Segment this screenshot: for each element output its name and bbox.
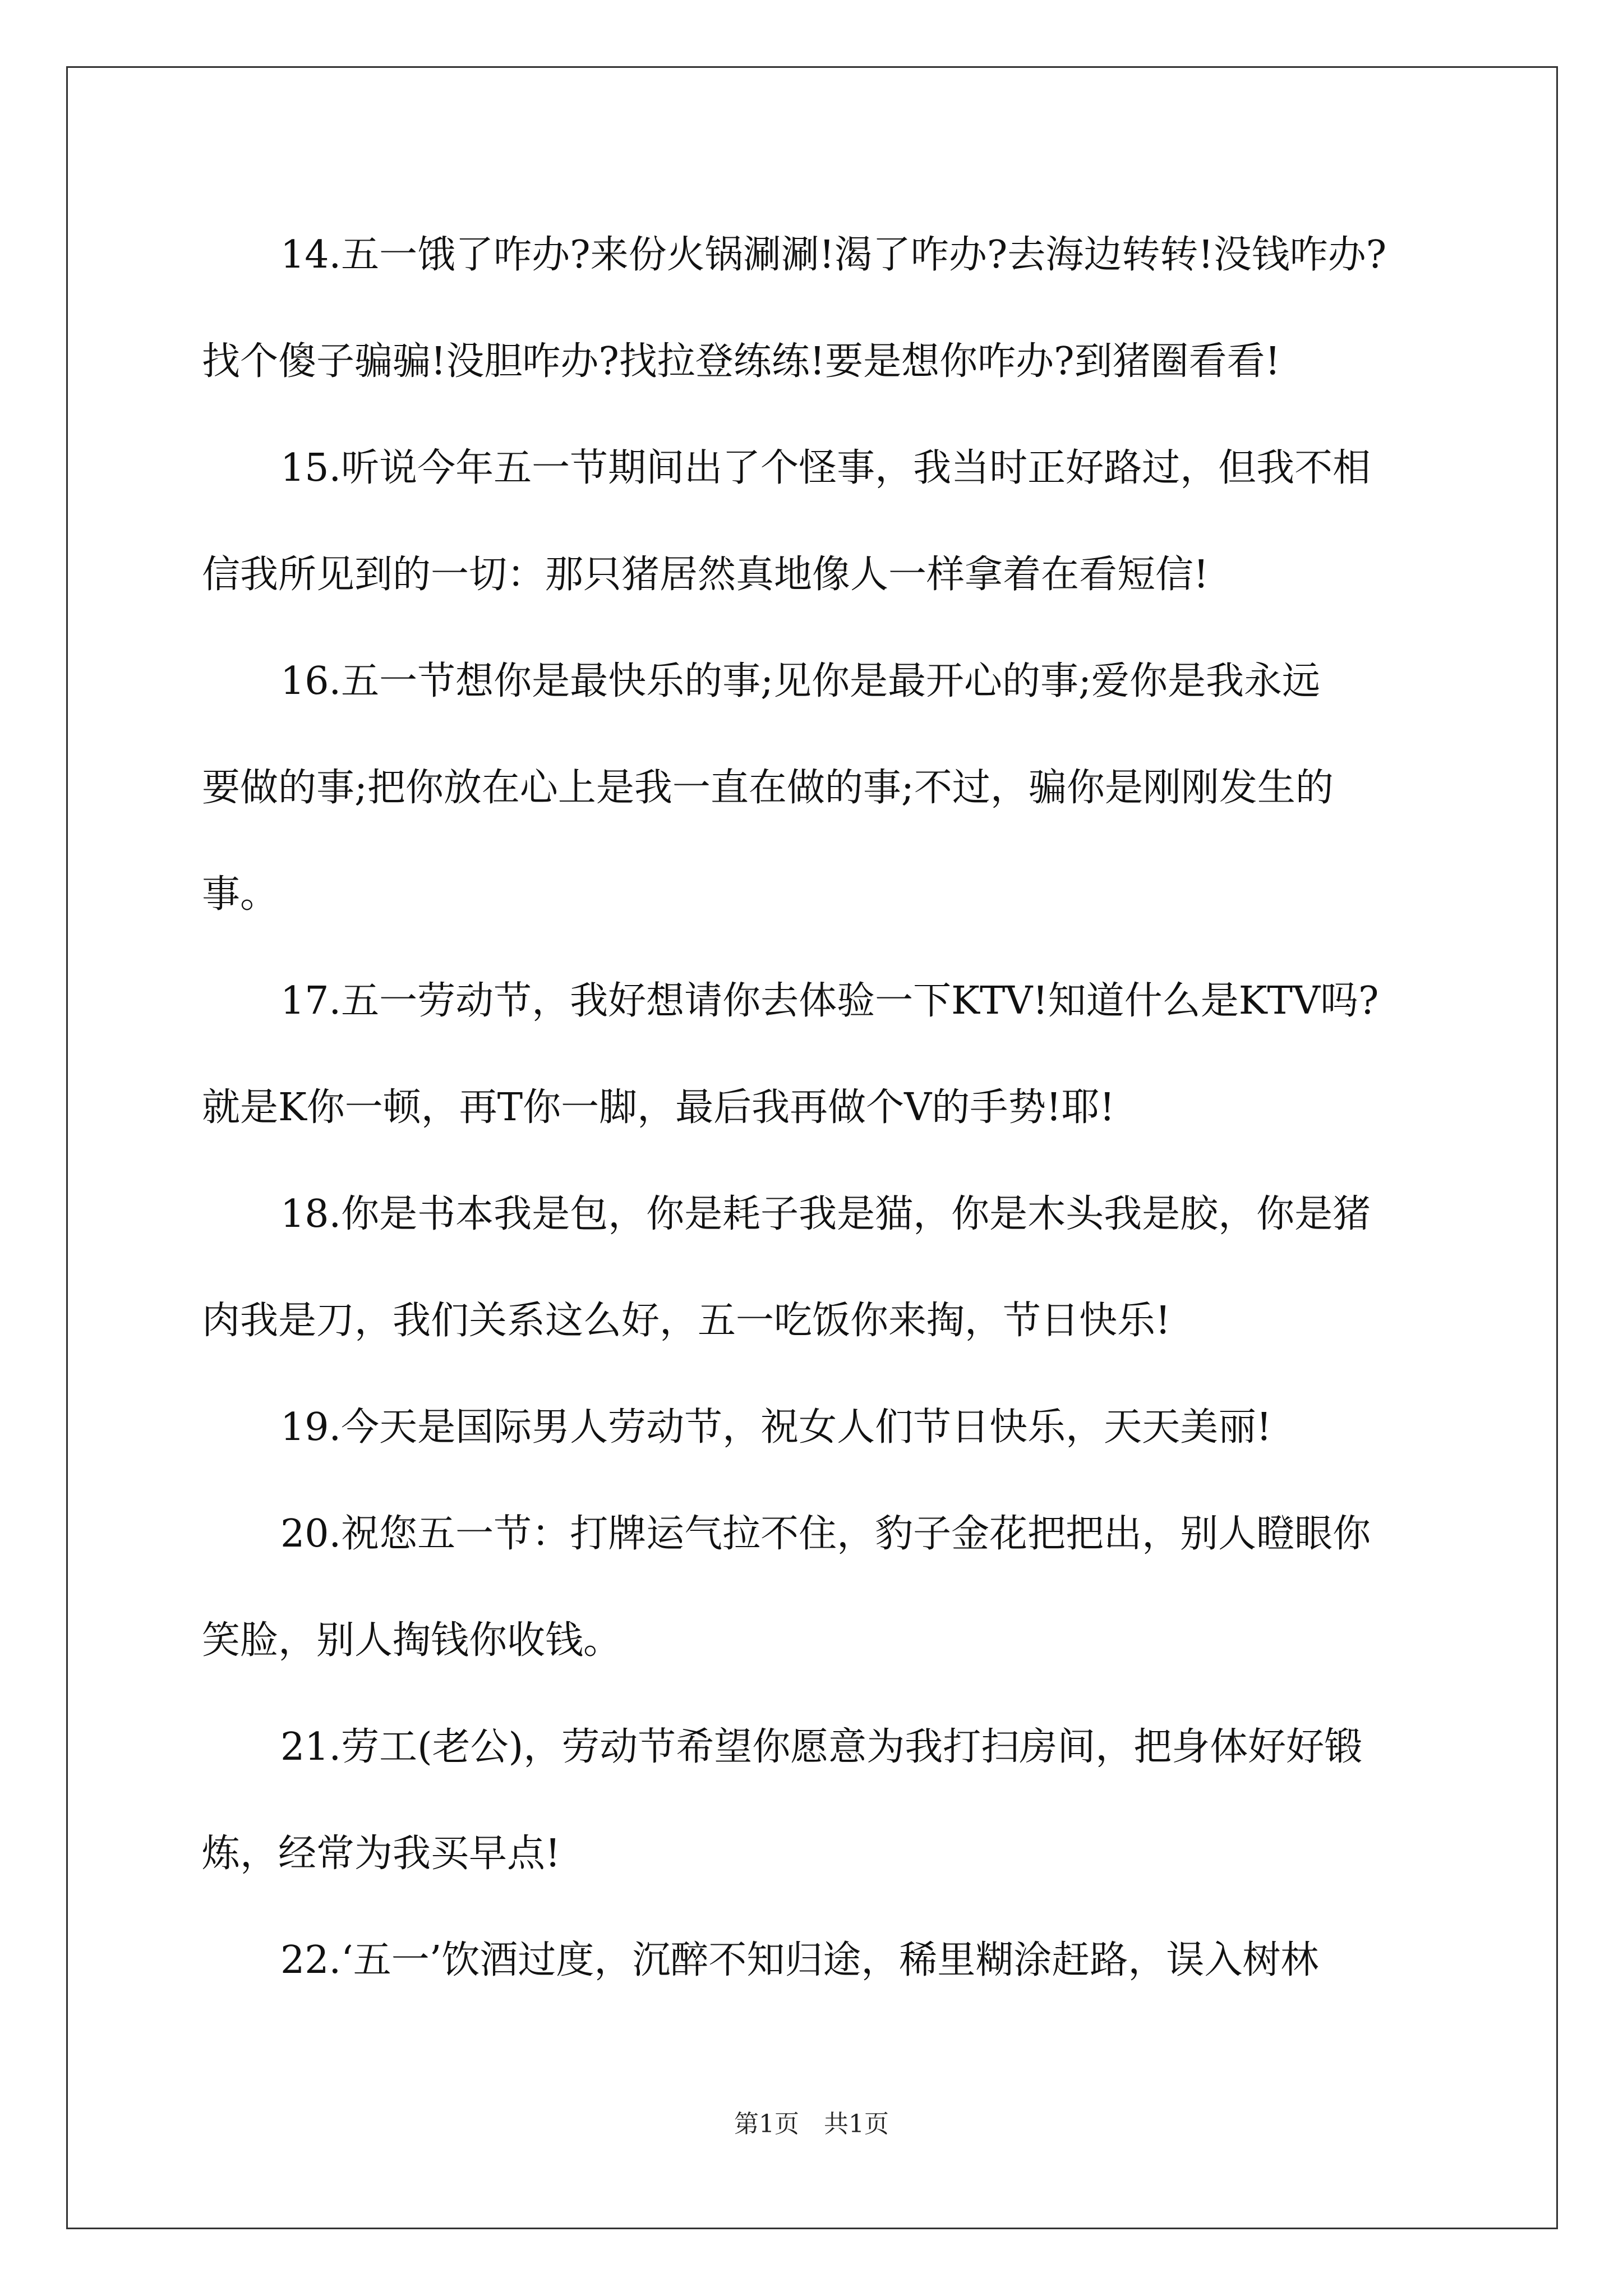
text-line: 炼，经常为我买早点! bbox=[202, 1832, 561, 1876]
text-line: 22.‘五一’饮酒过度，沉醉不知归途，稀里糊涂赶路，误入树林 bbox=[280, 1938, 1319, 1982]
text-line: 20.祝您五一节：打牌运气拉不住，豹子金花把把出，别人瞪眼你 bbox=[280, 1512, 1371, 1556]
text-line: 就是K你一顿，再T你一脚，最后我再做个V的手势!耶! bbox=[202, 1085, 1115, 1130]
text-line: 18.你是书本我是包，你是耗子我是猫，你是木头我是胶，你是猪 bbox=[280, 1192, 1371, 1236]
document-body bbox=[202, 202, 1436, 2014]
text-line: 肉我是刀，我们关系这么好，五一吃饭你来掏，节日快乐! bbox=[202, 1299, 1171, 1343]
text-line: 找个傻子骗骗!没胆咋办?找拉登练练!要是想你咋办?到猪圈看看! bbox=[202, 339, 1280, 384]
text-line: 要做的事;把你放在心上是我一直在做的事;不过，骗你是刚刚发生的 bbox=[202, 766, 1334, 810]
text-line: 笑脸，别人掏钱你收钱。 bbox=[202, 1618, 622, 1663]
text-line: 15.听说今年五一节期间出了个怪事，我当时正好路过，但我不相 bbox=[280, 446, 1371, 490]
text-line: 21.劳工(老公)，劳动节希望你愿意为我打扫房间，把身体好好锻 bbox=[280, 1725, 1363, 1769]
text-line: 19.今天是国际男人劳动节，祝女人们节日快乐，天天美丽! bbox=[280, 1405, 1272, 1450]
text-line: 14.五一饿了咋办?来份火锅涮涮!渴了咋办?去海边转转!没钱咋办? bbox=[280, 233, 1387, 277]
text-line: 事。 bbox=[202, 872, 279, 917]
text-line: 信我所见到的一切：那只猪居然真地像人一样拿着在看短信! bbox=[202, 553, 1209, 597]
page-footer: 第1页 共1页 bbox=[734, 2110, 889, 2138]
text-line: 17.五一劳动节，我好想请你去体验一下KTV!知道什么是KTV吗? bbox=[280, 979, 1379, 1023]
text-line: 16.五一节想你是最快乐的事;见你是最开心的事;爱你是我永远 bbox=[280, 659, 1320, 703]
